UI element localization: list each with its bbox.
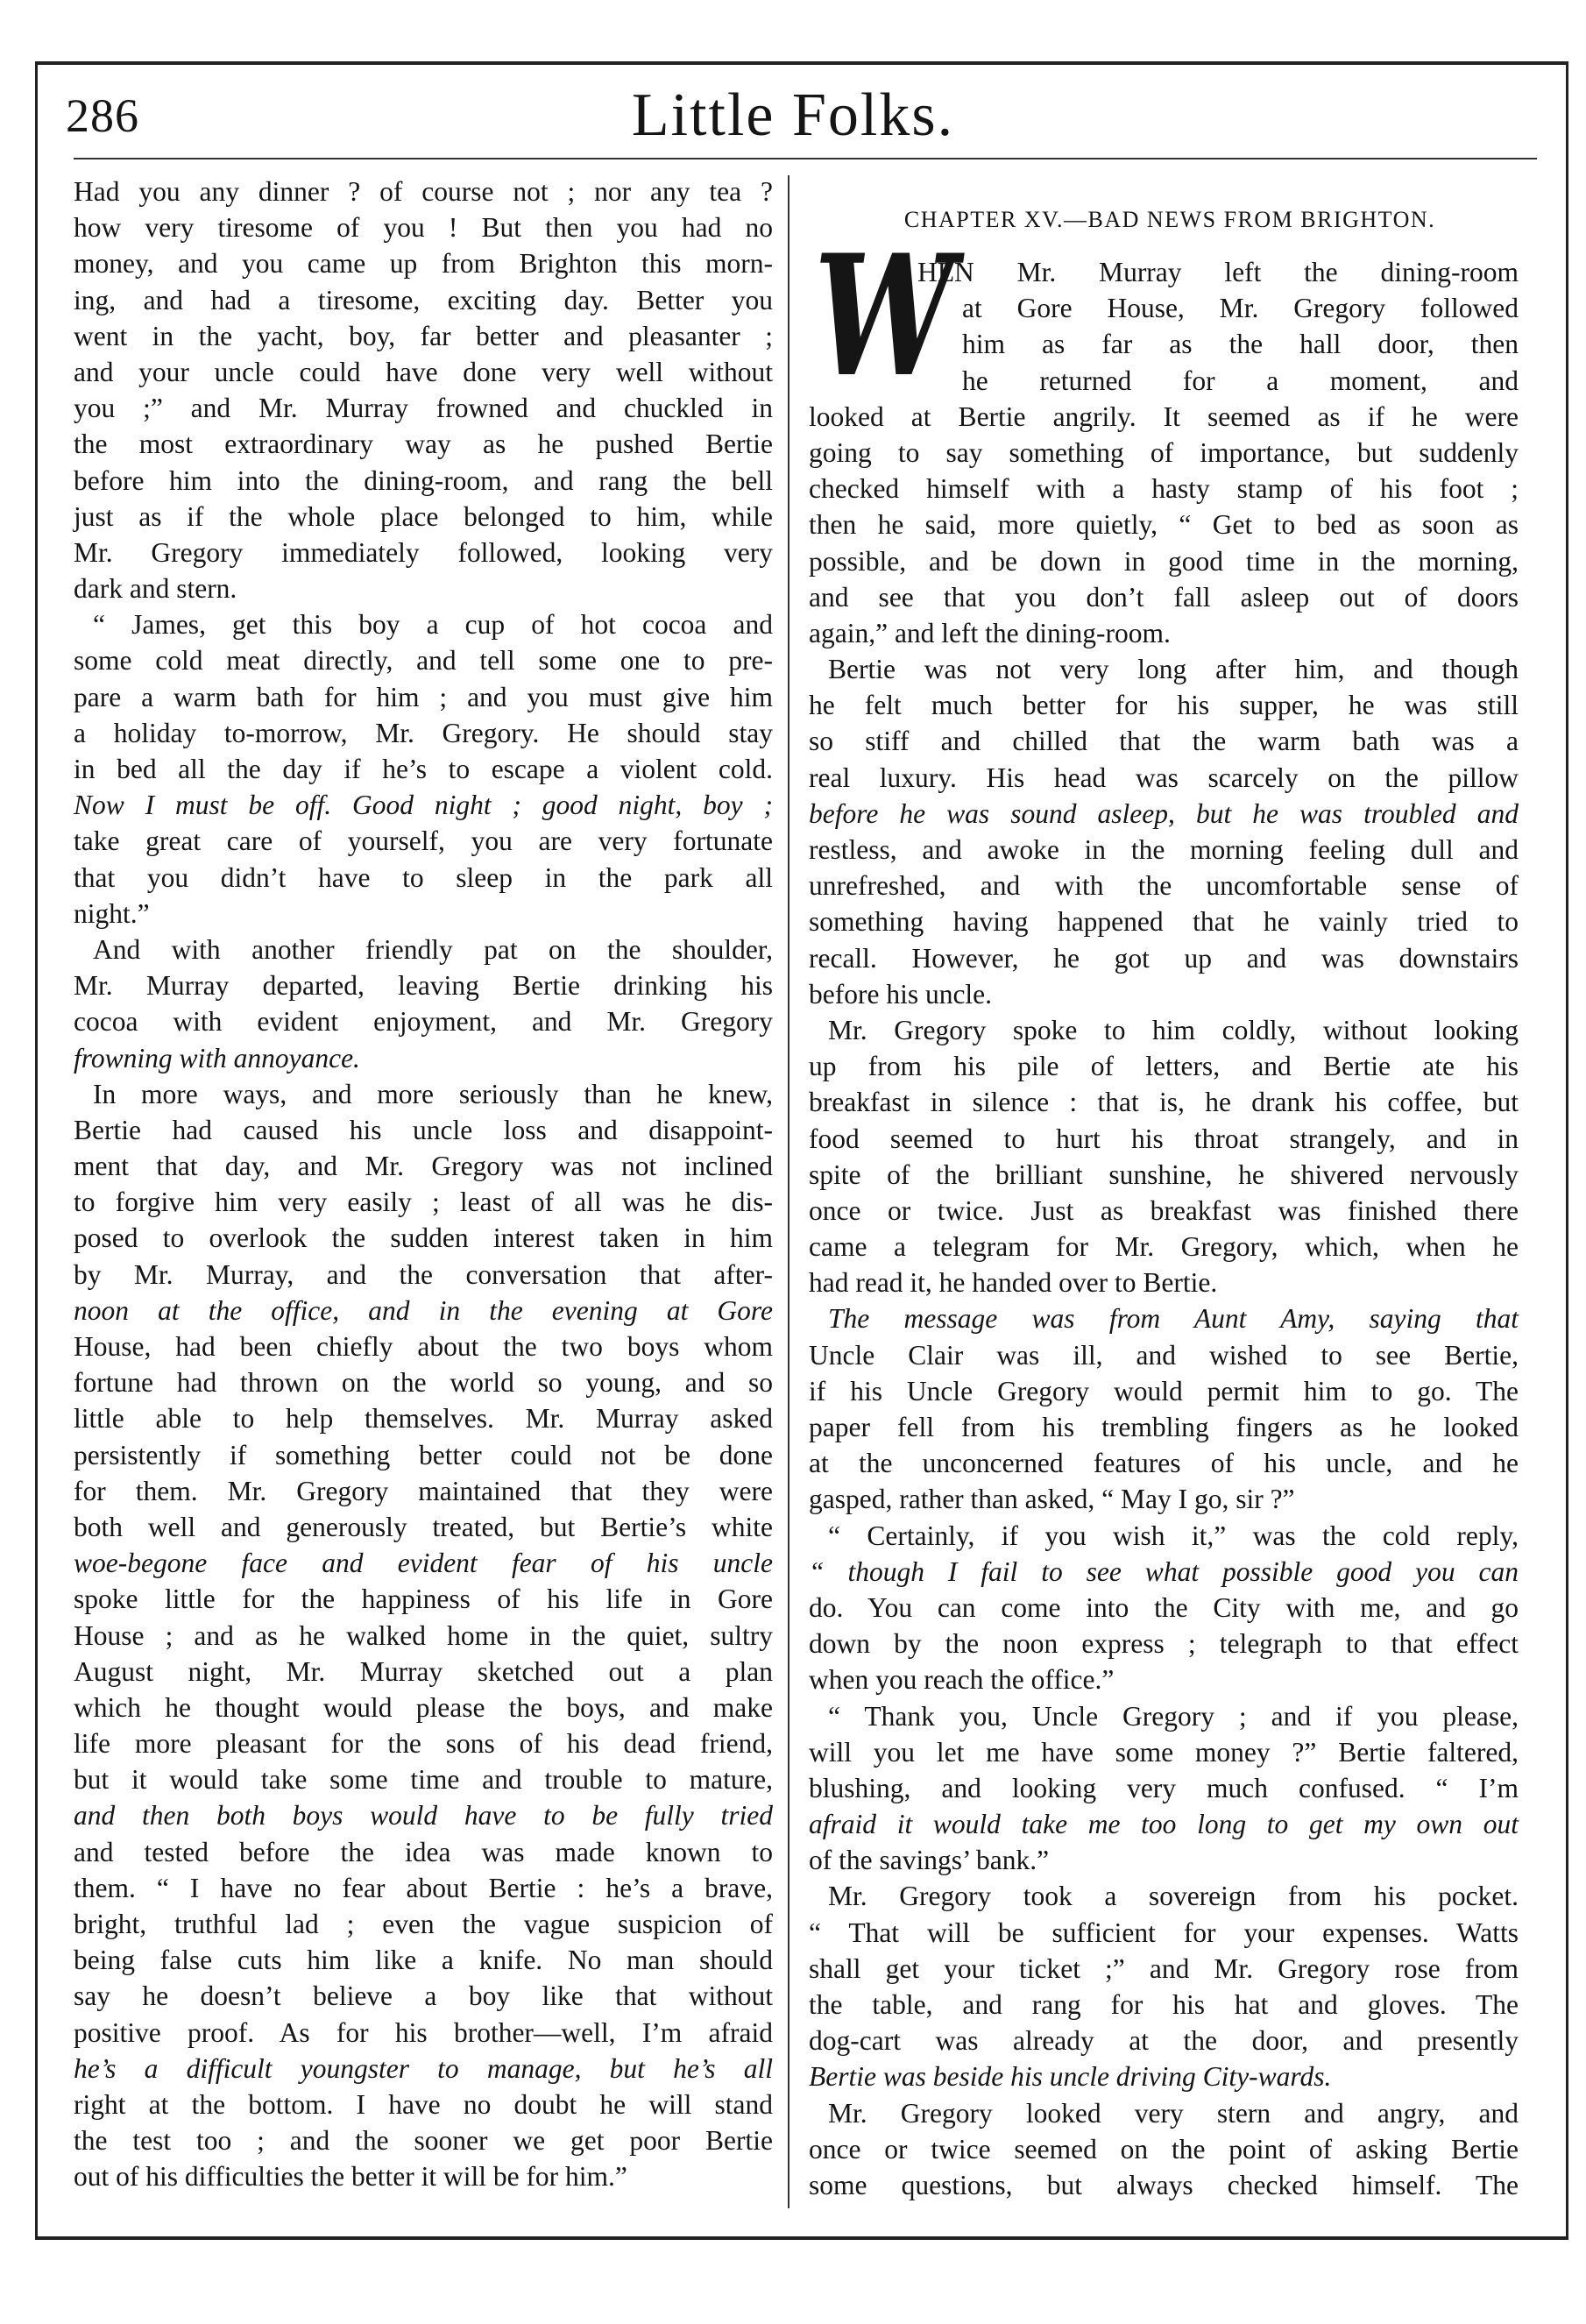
text-line: up from his pile of letters, and Bertie ate his — [809, 1051, 1519, 1082]
text-line: just as if the whole place belonged to him, while — [74, 500, 773, 532]
text-line: ing, and had a tiresome, exciting day. Better you — [74, 284, 773, 315]
text-line: had read it, he handed over to Bertie. — [809, 1267, 1218, 1299]
text-line: paper fell from his trembling fingers as he looked — [809, 1412, 1519, 1442]
text-line: some cold meat directly, and tell some one to pre- — [74, 645, 773, 677]
text-line: posed to overlook the sudden interest taken in him — [74, 1222, 773, 1254]
text-line: some questions, but always checked himself. The — [809, 2169, 1519, 2200]
text-line: “ Certainly, if you wish it,” was the cold reply, — [828, 1520, 1519, 1551]
text-line: money, and you came up from Brighton this morn- — [74, 248, 773, 280]
text-line: And with another friendly pat on the shoulder, — [93, 933, 773, 965]
text-line: the test too ; and the sooner we get poor Bertie — [74, 2125, 773, 2157]
text-line: persistently if something better could not be done — [74, 1439, 773, 1470]
text-line: then he said, more quietly, “ Get to bed as soon as — [809, 509, 1519, 541]
text-line: so stiff and chilled that the warm bath was a — [809, 726, 1519, 757]
text-line: Bertie had caused his uncle loss and disappoint- — [74, 1114, 773, 1145]
text-line: food seemed to hurt his throat strangely, and in — [809, 1123, 1519, 1154]
text-line: will you let me have some money ?” Bertie faltered, — [809, 1736, 1519, 1768]
text-line: life more pleasant for the sons of his dead friend, — [74, 1728, 773, 1760]
paragraph — [809, 1518, 1519, 1698]
text-line: you ;” and Mr. Murray frowned and chuckled in — [74, 393, 773, 424]
text-line: of the savings’ bank.” — [809, 1845, 1050, 1876]
text-line: dark and stern. — [74, 573, 237, 605]
text-line: Mr. Gregory spoke to him coldly, without looking — [828, 1014, 1519, 1045]
paragraph — [74, 1076, 773, 2195]
text-line: by Mr. Murray, and the conversation that after- — [74, 1258, 773, 1290]
text-line: he’s a difficult youngster to manage, but he’s all — [74, 2052, 773, 2084]
paragraph — [809, 399, 1519, 651]
text-line: Bertie was beside his uncle driving City-wards. — [809, 2061, 1332, 2093]
text-line: restless, and awoke in the morning feeling dull and — [809, 834, 1519, 865]
text-line: and then both boys would have to be fully tried — [74, 1800, 773, 1832]
text-line: both well and generously treated, but Bertie’s white — [74, 1511, 773, 1542]
text-line: once or twice seemed on the point of asking Bertie — [809, 2133, 1519, 2165]
paragraph — [809, 2095, 1519, 2204]
drop-cap: W — [814, 218, 955, 414]
text-line: House, had been chiefly about the two boys whom — [74, 1331, 773, 1362]
text-line: Mr. Gregory looked very stern and angry, and — [828, 2097, 1519, 2129]
text-line: “ though I fail to see what possible good you can — [809, 1555, 1519, 1587]
text-line: him as far as the hall door, then — [962, 329, 1519, 360]
paragraph — [74, 932, 773, 1076]
right-column-body — [809, 399, 1519, 2203]
text-line: possible, and be down in good time in the morning, — [809, 545, 1519, 577]
text-line: before his uncle. — [809, 978, 993, 1010]
text-line: Mr. Gregory took a sovereign from his pocket. — [828, 1881, 1519, 1912]
text-line: right at the bottom. I have no doubt he will stand — [74, 2088, 773, 2120]
text-line: fortune had thrown on the world so young, and so — [74, 1367, 773, 1399]
text-line: spite of the brilliant sunshine, he shivered nervously — [809, 1158, 1519, 1190]
text-line: breakfast in silence : that is, he drank his coffee, but — [809, 1087, 1519, 1118]
text-line: Mr. Murray departed, leaving Bertie drinking his — [74, 970, 773, 1002]
text-line: do. You can come into the City with me, and go — [809, 1591, 1519, 1623]
text-line: Had you any dinner ? of course not ; nor any tea ? — [74, 176, 773, 207]
text-line: Uncle Clair was ill, and wished to see Bertie, — [809, 1339, 1519, 1371]
text-line: out of his difficulties the better it will be for him.” — [74, 2161, 627, 2193]
text-line: and tested before the idea was made known to — [74, 1836, 773, 1867]
text-line: but it would take some time and trouble to mature, — [74, 1764, 773, 1796]
text-line: before him into the dining-room, and rang the bell — [74, 464, 773, 496]
text-line: ment that day, and Mr. Gregory was not inclined — [74, 1151, 773, 1182]
text-line: being false cuts him like a knife. No man should — [74, 1945, 773, 1976]
text-line: Mr. Gregory immediately followed, looking very — [74, 536, 773, 568]
text-line: unrefreshed, and with the uncomfortable sense of — [809, 870, 1519, 902]
text-line: once or twice. Just as breakfast was finished there — [809, 1194, 1519, 1226]
text-line: night.” — [74, 897, 150, 929]
text-line: “ That will be sufficient for your expenses. Watts — [809, 1917, 1519, 1948]
text-line: spoke little for the happiness of his life in Gore — [74, 1584, 773, 1615]
text-line: for them. Mr. Gregory maintained that they were — [74, 1475, 773, 1506]
running-title: Little Folks. — [631, 81, 955, 149]
paragraph — [809, 1698, 1519, 1879]
paragraph — [809, 1878, 1519, 2094]
paragraph — [74, 606, 773, 932]
chapter-heading: CHAPTER XV.—BAD NEWS FROM BRIGHTON. — [903, 207, 1436, 232]
paragraph — [809, 1012, 1519, 1301]
text-line: and see that you don’t fall asleep out of doors — [809, 581, 1519, 613]
text-line: at the unconcerned features of his uncle, and he — [809, 1448, 1519, 1479]
text-line: came a telegram for Mr. Gregory, which, when he — [809, 1231, 1519, 1263]
text-line: HEN Mr. Murray left the dining-room — [917, 257, 1519, 287]
text-line: if his Uncle Gregory would permit him to go. The — [809, 1375, 1519, 1406]
page-number: 286 — [66, 89, 139, 142]
text-line: In more ways, and more seriously than he knew, — [93, 1078, 773, 1109]
text-line: in bed all the day if he’s to escape a violent cold. — [74, 754, 773, 784]
text-line: House ; and as he walked home in the quiet, sultry — [74, 1619, 773, 1651]
text-line: shall get your ticket ;” and Mr. Gregory rose from — [809, 1952, 1519, 1984]
text-line: take great care of yourself, you are very fortunate — [74, 825, 773, 857]
text-line: pare a warm bath for him ; and you must give him — [74, 681, 773, 712]
text-line: “ James, get this boy a cup of hot cocoa and — [93, 609, 773, 641]
text-line: frowning with annoyance. — [74, 1042, 360, 1073]
text-line: at Gore House, Mr. Gregory followed — [962, 293, 1519, 324]
text-line: little able to help themselves. Mr. Murray asked — [74, 1403, 773, 1435]
text-line: going to say something of importance, but suddenly — [809, 436, 1519, 468]
text-line: something having happened that he vainly tried to — [809, 906, 1519, 938]
text-line: down by the noon express ; telegraph to that effect — [809, 1628, 1519, 1660]
text-line: “ Thank you, Uncle Gregory ; and if you please, — [828, 1700, 1519, 1732]
paragraph — [74, 174, 773, 606]
text-line: how very tiresome of you ! But then you had no — [74, 212, 773, 244]
right-column — [809, 202, 1519, 2203]
text-line: positive proof. As for his brother—well, I’m afraid — [74, 2016, 773, 2048]
text-line: again,” and left the dining-room. — [809, 617, 1171, 648]
text-line: gasped, rather than asked, “ May I go, sir ?” — [809, 1484, 1295, 1515]
text-line: say he doesn’t believe a boy like that without — [74, 1980, 773, 2012]
text-line: recall. However, he got up and was downstairs — [809, 942, 1519, 974]
paragraph — [809, 1300, 1519, 1517]
header-rule — [74, 158, 1537, 159]
text-line: went in the yacht, boy, far better and pleasanter ; — [74, 320, 773, 351]
text-line: which he thought would please the boys, and make — [74, 1691, 773, 1723]
text-line: woe-begone face and evident fear of his uncle — [74, 1548, 773, 1579]
text-line: them. “ I have no fear about Bertie : he’s a brave, — [74, 1872, 773, 1903]
text-line: looked at Bertie angrily. It seemed as if he were — [809, 400, 1519, 432]
text-line: the table, and rang for his hat and gloves. The — [809, 1989, 1519, 2020]
text-line: the most extraordinary way as he pushed Bertie — [74, 429, 773, 460]
text-line: Bertie was not very long after him, and though — [828, 654, 1519, 685]
text-line: before he was sound asleep, but he was troubled and — [809, 797, 1519, 829]
left-column — [74, 174, 773, 2195]
text-line: to forgive him very easily ; least of all was he dis- — [74, 1187, 773, 1218]
text-line: real luxury. His head was scarcely on the pillow — [809, 762, 1519, 793]
text-line: he felt much better for his supper, he was still — [809, 690, 1519, 721]
text-line: blushing, and looking very much confused. “ I’m — [809, 1772, 1519, 1803]
paragraph — [809, 651, 1519, 1012]
text-line: dog-cart was already at the door, and presently — [809, 2025, 1519, 2057]
text-line: August night, Mr. Murray sketched out a plan — [74, 1655, 773, 1687]
text-line: he returned for a moment, and — [962, 365, 1519, 396]
text-line: cocoa with evident enjoyment, and Mr. Gregory — [74, 1006, 773, 1038]
text-line: bright, truthful lad ; even the vague suspicion of — [74, 1909, 773, 1939]
text-line: The message was from Aunt Amy, saying that — [828, 1303, 1519, 1335]
text-line: noon at the office, and in the evening at Gore — [74, 1294, 773, 1326]
text-line: checked himself with a hasty stamp of his foot ; — [809, 473, 1519, 505]
text-line: that you didn’t have to sleep in the park all — [74, 861, 773, 893]
text-line: a holiday to-morrow, Mr. Gregory. He should stay — [74, 717, 773, 748]
text-line: Now I must be off. Good night ; good night, boy ; — [74, 790, 773, 821]
text-line: afraid it would take me too long to get my own out — [809, 1809, 1519, 1840]
column-divider — [788, 175, 789, 2208]
text-line: and your uncle could have done very well without — [74, 356, 773, 387]
text-line: when you reach the office.” — [809, 1664, 1115, 1696]
